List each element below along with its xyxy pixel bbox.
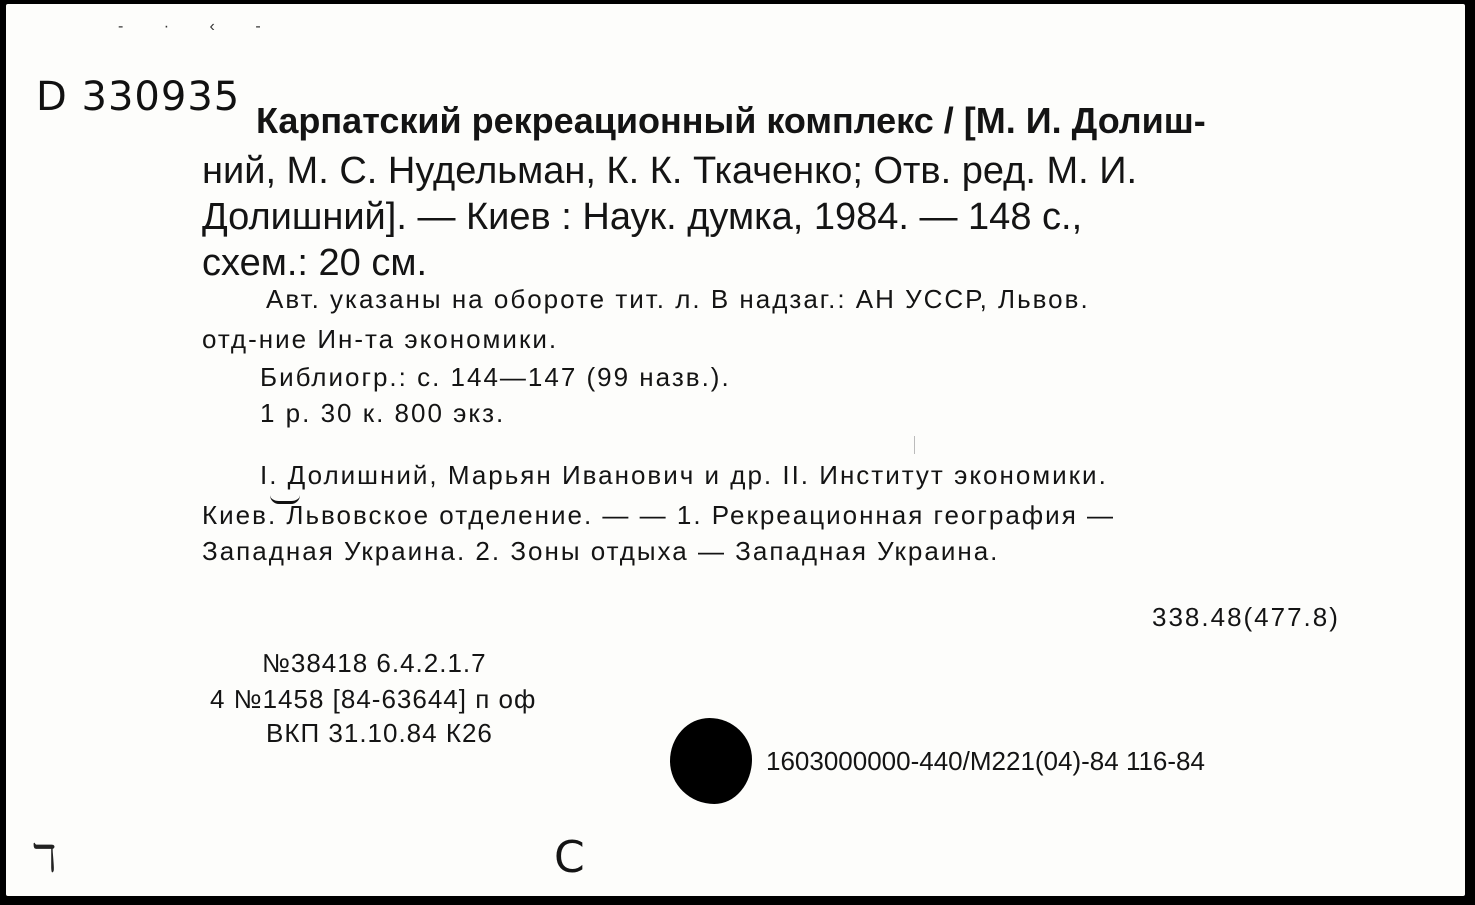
title-line-3: Долишний]. — Киев : Наук. думка, 1984. — 148 с., [202, 196, 1083, 238]
margin-tick [914, 436, 915, 454]
catalog-code: 1603000000-440/М221(04)-84 116-84 [766, 746, 1205, 776]
call-number: D 330935 [36, 74, 241, 120]
notes-line-1: Авт. указаны на обороте тит. л. В надзаг.: АН УССР, Львов. [266, 284, 1090, 314]
tracings-line-1: I. Долишний, Марьян Иванович и др. II. Институт экономики. [260, 460, 1108, 490]
side-mark: ℸ [32, 836, 57, 880]
classification-code: 338.48(477.8) [1152, 602, 1340, 632]
record-line-1: №38418 6.4.2.1.7 [262, 648, 487, 678]
tracings-line-2: Киев. Львовское отделение. — — 1. Рекреационная география — [202, 500, 1116, 530]
tracings-line-3: Западная Украина. 2. Зоны отдыха — Западная Украина. [202, 536, 1000, 566]
title-line-4: схем.: 20 см. [202, 242, 428, 284]
catalog-card [6, 4, 1465, 896]
notes-line-3: Библиогр.: с. 144—147 (99 назв.). [260, 362, 731, 392]
corner-marks: - · ‹ - [118, 18, 279, 35]
bottom-letter: С [554, 832, 585, 883]
punch-hole [670, 718, 752, 804]
record-line-3: ВКП 31.10.84 К26 [266, 718, 493, 748]
notes-line-2: отд-ние Ин-та экономики. [202, 324, 559, 354]
title-line-1: Карпатский рекреационный комплекс / [М. И. Долиш- [256, 100, 1206, 141]
record-line-2: 4 №1458 [84-63644] п оф [210, 684, 537, 714]
price-and-run: 1 р. 30 к. 800 экз. [260, 398, 506, 428]
title-line-2: ний, М. С. Нудельман, К. К. Ткаченко; Отв. ред. М. И. [202, 150, 1138, 192]
